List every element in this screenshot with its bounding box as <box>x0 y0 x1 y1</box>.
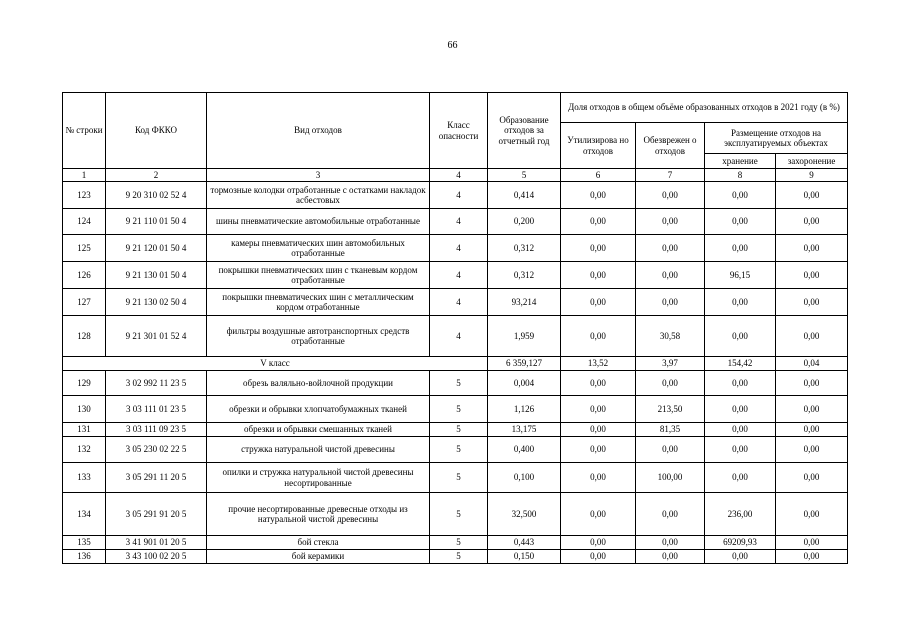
neutralized-share: 0,00 <box>636 437 705 463</box>
utilized-share: 0,00 <box>561 463 636 493</box>
fkko-code: 3 05 291 91 20 5 <box>106 493 207 536</box>
waste-table <box>62 92 848 564</box>
table-row <box>63 262 848 289</box>
formed-amount: 13,175 <box>488 423 561 437</box>
formed-amount: 1,959 <box>488 316 561 357</box>
header-placement: Размещение отходов на эксплуатируемых объектах <box>705 123 848 154</box>
waste-name: бой стекла <box>207 536 430 550</box>
burial-share: 0,00 <box>776 536 848 550</box>
burial-share: 0,00 <box>776 235 848 262</box>
fkko-code: 3 41 901 01 20 5 <box>106 536 207 550</box>
header-neutralization: Обезврежен о отходов <box>636 123 705 169</box>
storage-share: 0,00 <box>705 550 776 564</box>
header-formed: Образование отходов за отчетный год <box>488 93 561 169</box>
neutralized-share: 0,00 <box>636 536 705 550</box>
storage-share: 0,00 <box>705 235 776 262</box>
fkko-code: 9 21 110 01 50 4 <box>106 209 207 235</box>
hazard-class: 4 <box>430 262 488 289</box>
class-storage-share: 154,42 <box>705 357 776 371</box>
row-number: 136 <box>63 550 106 564</box>
column-number: 1 <box>63 169 106 182</box>
class-formed-amount: 6 359,127 <box>488 357 561 371</box>
neutralized-share: 0,00 <box>636 289 705 316</box>
class-utilized-share: 13,52 <box>561 357 636 371</box>
fkko-code: 3 05 291 11 20 5 <box>106 463 207 493</box>
fkko-code: 3 02 992 11 23 5 <box>106 371 207 396</box>
burial-share: 0,00 <box>776 182 848 209</box>
burial-share: 0,00 <box>776 437 848 463</box>
storage-share: 236,00 <box>705 493 776 536</box>
column-number: 9 <box>776 169 848 182</box>
row-number: 135 <box>63 536 106 550</box>
table-row <box>63 235 848 262</box>
utilized-share: 0,00 <box>561 289 636 316</box>
utilized-share: 0,00 <box>561 437 636 463</box>
waste-name: покрышки пневматических шин с тканевым кордом отработанные <box>207 262 430 289</box>
hazard-class: 4 <box>430 209 488 235</box>
row-number: 134 <box>63 493 106 536</box>
fkko-code: 9 20 310 02 52 4 <box>106 182 207 209</box>
burial-share: 0,00 <box>776 371 848 396</box>
row-number: 123 <box>63 182 106 209</box>
storage-share: 0,00 <box>705 289 776 316</box>
hazard-class: 4 <box>430 289 488 316</box>
waste-name: фильтры воздушные автотранспортных средств отработанные <box>207 316 430 357</box>
neutralized-share: 30,58 <box>636 316 705 357</box>
hazard-class: 4 <box>430 182 488 209</box>
hazard-class: 5 <box>430 437 488 463</box>
neutralized-share: 0,00 <box>636 493 705 536</box>
column-number: 4 <box>430 169 488 182</box>
formed-amount: 0,312 <box>488 262 561 289</box>
burial-share: 0,00 <box>776 316 848 357</box>
table-row <box>63 423 848 437</box>
utilized-share: 0,00 <box>561 423 636 437</box>
neutralized-share: 213,50 <box>636 396 705 423</box>
row-number: 133 <box>63 463 106 493</box>
hazard-class: 5 <box>430 463 488 493</box>
fkko-code: 9 21 301 01 52 4 <box>106 316 207 357</box>
utilized-share: 0,00 <box>561 371 636 396</box>
table-row <box>63 371 848 396</box>
formed-amount: 0,443 <box>488 536 561 550</box>
header-storage: хранение <box>705 154 776 169</box>
waste-name: тормозные колодки отработанные с остатками накладок асбестовых <box>207 182 430 209</box>
neutralized-share: 100,00 <box>636 463 705 493</box>
utilized-share: 0,00 <box>561 262 636 289</box>
neutralized-share: 0,00 <box>636 182 705 209</box>
burial-share: 0,00 <box>776 209 848 235</box>
utilized-share: 0,00 <box>561 396 636 423</box>
column-number: 3 <box>207 169 430 182</box>
row-number: 128 <box>63 316 106 357</box>
table-row <box>63 209 848 235</box>
formed-amount: 93,214 <box>488 289 561 316</box>
column-number: 2 <box>106 169 207 182</box>
waste-name: обрезь валяльно-войлочной продукции <box>207 371 430 396</box>
burial-share: 0,00 <box>776 396 848 423</box>
table-row <box>63 463 848 493</box>
hazard-class: 5 <box>430 493 488 536</box>
burial-share: 0,00 <box>776 289 848 316</box>
storage-share: 0,00 <box>705 463 776 493</box>
storage-share: 69209,93 <box>705 536 776 550</box>
formed-amount: 0,100 <box>488 463 561 493</box>
fkko-code: 3 03 111 01 23 5 <box>106 396 207 423</box>
utilized-share: 0,00 <box>561 550 636 564</box>
fkko-code: 3 43 100 02 20 5 <box>106 550 207 564</box>
formed-amount: 0,414 <box>488 182 561 209</box>
hazard-class: 5 <box>430 423 488 437</box>
burial-share: 0,00 <box>776 262 848 289</box>
formed-amount: 0,150 <box>488 550 561 564</box>
neutralized-share: 0,00 <box>636 235 705 262</box>
column-number: 7 <box>636 169 705 182</box>
waste-name: стружка натуральной чистой древесины <box>207 437 430 463</box>
storage-share: 0,00 <box>705 316 776 357</box>
neutralized-share: 0,00 <box>636 550 705 564</box>
formed-amount: 0,004 <box>488 371 561 396</box>
column-numbers-row <box>63 169 848 182</box>
table-row <box>63 316 848 357</box>
waste-name: камеры пневматических шин автомобильных отработанные <box>207 235 430 262</box>
storage-share: 0,00 <box>705 396 776 423</box>
header-hazard-class: Класс опасности <box>430 93 488 169</box>
row-number: 132 <box>63 437 106 463</box>
formed-amount: 0,312 <box>488 235 561 262</box>
waste-name: прочие несортированные древесные отходы из натуральной чистой древесины <box>207 493 430 536</box>
row-number: 127 <box>63 289 106 316</box>
burial-share: 0,00 <box>776 463 848 493</box>
neutralized-share: 81,35 <box>636 423 705 437</box>
burial-share: 0,00 <box>776 493 848 536</box>
neutralized-share: 0,00 <box>636 209 705 235</box>
column-number: 5 <box>488 169 561 182</box>
storage-share: 0,00 <box>705 182 776 209</box>
waste-name: обрезки и обрывки смешанных тканей <box>207 423 430 437</box>
fkko-code: 3 03 111 09 23 5 <box>106 423 207 437</box>
header-utilization: Утилизирова но отходов <box>561 123 636 169</box>
hazard-class: 5 <box>430 371 488 396</box>
table-row <box>63 550 848 564</box>
class-label: V класс <box>63 357 488 371</box>
utilized-share: 0,00 <box>561 316 636 357</box>
header-row-number: № строки <box>63 93 106 169</box>
column-number: 6 <box>561 169 636 182</box>
table-row <box>63 289 848 316</box>
fkko-code: 9 21 120 01 50 4 <box>106 235 207 262</box>
column-number: 8 <box>705 169 776 182</box>
table-row <box>63 437 848 463</box>
row-number: 126 <box>63 262 106 289</box>
storage-share: 96,15 <box>705 262 776 289</box>
row-number: 124 <box>63 209 106 235</box>
formed-amount: 32,500 <box>488 493 561 536</box>
table-row <box>63 396 848 423</box>
burial-share: 0,00 <box>776 423 848 437</box>
formed-amount: 0,400 <box>488 437 561 463</box>
header-burial: захоронение <box>776 154 848 169</box>
waste-name: шины пневматические автомобильные отработанные <box>207 209 430 235</box>
hazard-class: 5 <box>430 396 488 423</box>
waste-name: покрышки пневматических шин с металлическим кордом отработанные <box>207 289 430 316</box>
utilized-share: 0,00 <box>561 493 636 536</box>
waste-name: обрезки и обрывки хлопчатобумажных тканей <box>207 396 430 423</box>
formed-amount: 1,126 <box>488 396 561 423</box>
storage-share: 0,00 <box>705 423 776 437</box>
page-number: 66 <box>447 40 458 51</box>
storage-share: 0,00 <box>705 437 776 463</box>
waste-name: опилки и стружка натуральной чистой древесины несортированные <box>207 463 430 493</box>
row-number: 130 <box>63 396 106 423</box>
table-row <box>63 536 848 550</box>
class-summary-row <box>63 357 848 371</box>
storage-share: 0,00 <box>705 371 776 396</box>
fkko-code: 9 21 130 02 50 4 <box>106 289 207 316</box>
hazard-class: 4 <box>430 235 488 262</box>
formed-amount: 0,200 <box>488 209 561 235</box>
storage-share: 0,00 <box>705 209 776 235</box>
neutralized-share: 0,00 <box>636 371 705 396</box>
table-row <box>63 493 848 536</box>
row-number: 125 <box>63 235 106 262</box>
header-waste-type: Вид отходов <box>207 93 430 169</box>
fkko-code: 3 05 230 02 22 5 <box>106 437 207 463</box>
burial-share: 0,00 <box>776 550 848 564</box>
hazard-class: 5 <box>430 536 488 550</box>
utilized-share: 0,00 <box>561 536 636 550</box>
row-number: 129 <box>63 371 106 396</box>
fkko-code: 9 21 130 01 50 4 <box>106 262 207 289</box>
class-neutralized-share: 3,97 <box>636 357 705 371</box>
utilized-share: 0,00 <box>561 209 636 235</box>
class-burial-share: 0,04 <box>776 357 848 371</box>
hazard-class: 4 <box>430 316 488 357</box>
row-number: 131 <box>63 423 106 437</box>
table-row <box>63 182 848 209</box>
utilized-share: 0,00 <box>561 182 636 209</box>
waste-name: бой керамики <box>207 550 430 564</box>
utilized-share: 0,00 <box>561 235 636 262</box>
header-share: Доля отходов в общем объёме образованных отходов в 2021 году (в %) <box>561 93 848 123</box>
header-code: Код ФККО <box>106 93 207 169</box>
neutralized-share: 0,00 <box>636 262 705 289</box>
hazard-class: 5 <box>430 550 488 564</box>
